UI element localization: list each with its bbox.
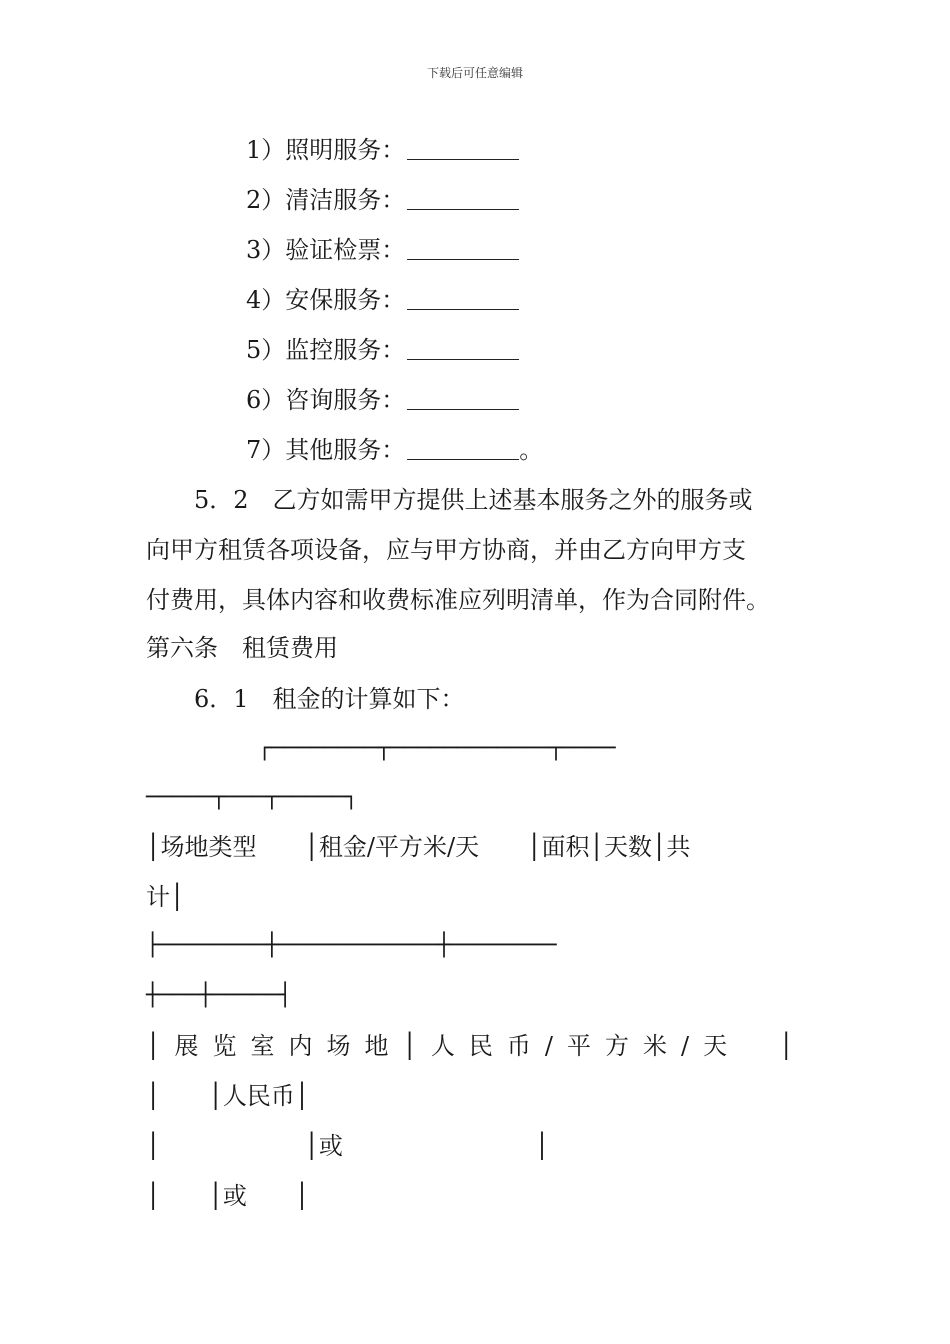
item-number: 4） (246, 286, 286, 314)
item-label: 其他服务： (285, 436, 406, 464)
fill-blank[interactable] (407, 387, 519, 410)
service-item-6 (246, 384, 519, 416)
page-header: 下载后可任意编辑 (426, 66, 523, 80)
service-item-1 (246, 134, 519, 166)
fill-blank[interactable] (407, 287, 519, 310)
table-border-top-2: ─────┬───┬─────┐ (146, 785, 358, 810)
table-header-row-1: │场地类型 │租金/平方米/天 │面积│天数│共 (146, 833, 691, 861)
item-number: 2） (246, 186, 286, 214)
article-6-title: 第六条 租赁费用 (146, 634, 338, 662)
item-number: 3） (246, 236, 286, 264)
item-number: 7） (246, 436, 286, 464)
table-row-1-line-4: │ │或 │ (146, 1182, 310, 1210)
item-label: 咨询服务： (285, 386, 406, 414)
table-header-row-2: 计│ (146, 883, 185, 911)
table-row-1-line-2: │ │人民币│ (146, 1082, 310, 1110)
fill-blank[interactable] (407, 187, 519, 210)
item-label: 监控服务： (285, 336, 406, 364)
fill-blank[interactable] (407, 337, 519, 360)
item-number: 5） (246, 336, 286, 364)
section-5-2-line-1: 5．2 乙方如需甲方提供上述基本服务之外的服务或 (194, 486, 753, 514)
item-label: 清洁服务： (285, 186, 406, 214)
section-5-2-line-2: 向甲方租赁各项设备，应与甲方协商，并由乙方向甲方支 (146, 536, 746, 564)
service-item-4 (246, 284, 519, 316)
service-item-7 (246, 434, 543, 466)
fill-blank[interactable] (407, 437, 519, 460)
table-row-1-line-1: │展览室内场地│人民币/平方米/天 │ (146, 1032, 808, 1060)
item-suffix: 。 (519, 436, 544, 464)
section-5-2-line-3: 付费用，具体内容和收费标准应列明清单，作为合同附件。 (146, 586, 770, 614)
fill-blank[interactable] (407, 237, 519, 260)
service-item-2 (246, 184, 519, 216)
section-6-1: 6．1 租金的计算如下： (194, 685, 465, 713)
table-border-mid-1: ├────────┼────────────┼──────── (146, 933, 557, 958)
item-label: 验证检票： (285, 236, 406, 264)
service-item-3 (246, 234, 519, 266)
service-item-5 (246, 334, 519, 366)
fill-blank[interactable] (407, 137, 519, 160)
item-number: 1） (246, 136, 286, 164)
table-border-top-1: ┌────────┬────────────┬──── (258, 736, 616, 761)
item-label: 照明服务： (285, 136, 406, 164)
table-row-1-line-3: │ │或 │ (146, 1132, 550, 1160)
item-label: 安保服务： (285, 286, 406, 314)
table-border-mid-2: ┼───┼─────┤ (146, 983, 292, 1008)
item-number: 6） (246, 386, 286, 414)
